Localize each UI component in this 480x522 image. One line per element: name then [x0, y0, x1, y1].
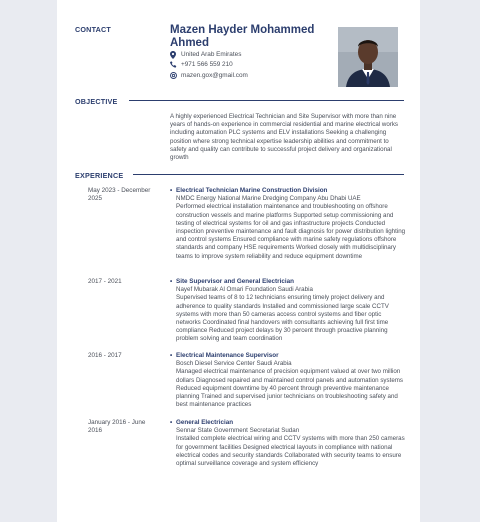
contact-phone	[170, 60, 233, 69]
job-entry: • General Electrician Sennar State Government Secretariat Sudan Installed complete electrical wiring and CCTV systems with more than 250 cameras for government facilities Designed electrical layouts in compliance with national electrical codes and security standards Collaborated with security teams to ensure optimal surveillance coverage and system efficiency	[170, 419, 405, 468]
job-entry: • Electrical Technician Marine Construction Division NMDC Energy National Marine Dredging Company Abu Dhabi UAE Performed electrical installation maintenance and troubleshooting on offshore construction vessels and marine platforms Supported setup commissioning and testing of electrical systems for oil and gas infrastructure projects Conducted inspection preventive maintenance and fault diagnosis for power distribution lighting and control systems Ensured compliance with marine safety regulations offshore standards and company HSE requirements Worked closely with multidisciplinary teams to improve system reliability and reduce equipment downtime	[170, 187, 406, 260]
contact-email	[170, 71, 248, 80]
job-title: General Electrician	[176, 419, 234, 426]
phone-text[interactable]: +971 566 559 210	[181, 61, 233, 68]
job-organization: Bosch Diesel Service Center Saudi Arabia	[176, 360, 292, 368]
profile-photo	[338, 27, 398, 87]
job-description: Supervised teams of 8 to 12 technicians ensuring timely project delivery and adherence to quality standards Installed and commissioned large scale CCTV systems with more than 50 cameras access control systems and fiber optic networks Coordinated final handovers with consultants achieving full first time compliance Reduced project delays by 30 percent through proactive planning problem solving and team coordination	[176, 294, 389, 343]
phone-icon	[170, 61, 179, 68]
objective-divider	[129, 100, 404, 101]
job-dates: 2017 - 2021	[88, 278, 122, 285]
job-organization: Sennar State Government Secretariat Sudan	[176, 427, 300, 435]
resume-page	[57, 0, 420, 522]
email-text[interactable]: mazen.gox@gmail.com	[181, 72, 248, 79]
job-organization: NMDC Energy National Marine Dredging Company Abu Dhabi UAE	[176, 195, 361, 203]
location-pin-icon	[170, 51, 179, 59]
contact-location	[170, 50, 241, 59]
job-entry: • Electrical Maintenance Supervisor Bosch Diesel Service Center Saudi Arabia Managed electrical maintenance of precision equipment valued at over two million dollars Diagnosed repaired and maintained control panels and automation systems Reduced equipment downtime by 40 percent through preventive maintenance planning Trained and supervised junior technicians on troubleshooting safety and best maintenance practices	[170, 352, 406, 409]
job-organization: Nayef Mubarak Al Omari Foundation Saudi Arabia	[176, 286, 313, 294]
contact-heading: CONTACT	[75, 25, 111, 34]
job-title: Site Supervisor and General Electrician	[176, 278, 294, 285]
job-dates: 2016 - 2017	[88, 352, 122, 359]
objective-heading: OBJECTIVE	[75, 97, 118, 106]
experience-divider	[133, 174, 404, 175]
objective-text: A highly experienced Electrical Technician and Site Supervisor with more than nine years of hands-on experience in commercial residential and marine electrical works including automation PLC systems and ELV installations Seeking a challenging position where strong technical expertise leadership abilities and commitment to safety and quality can contribute to successful project delivery and organizational growth	[170, 113, 399, 162]
job-title: Electrical Maintenance Supervisor	[176, 352, 279, 359]
job-description: Installed complete electrical wiring and CCTV systems with more than 250 cameras for government facilities Designed electrical layouts in compliance with national electrical codes and security standards Collaborated with security teams to ensure optimal surveillance coverage and system efficiency	[176, 435, 405, 468]
experience-heading: EXPERIENCE	[75, 171, 124, 180]
job-entry: • Site Supervisor and General Electrician Nayef Mubarak Al Omari Foundation Saudi Arabia Supervised teams of 8 to 12 technicians ensuring timely project delivery and adherence to quality standards Installed and commissioned large scale CCTV systems with more than 50 cameras access control systems and fiber optic networks Coordinated final handovers with consultants achieving full first time compliance Reduced project delays by 30 percent through proactive planning problem solving and team coordination	[170, 278, 406, 344]
job-title: Electrical Technician Marine Construction Division	[176, 187, 328, 194]
location-text: United Arab Emirates	[181, 51, 242, 58]
email-at-icon	[170, 72, 179, 79]
job-dates: January 2016 - June 2016	[88, 419, 146, 435]
candidate-name: Mazen Hayder Mohammed Ahmed	[170, 24, 315, 49]
job-description: Performed electrical installation maintenance and troubleshooting on offshore construction vessels and marine platforms Supported setup commissioning and testing of electrical systems for oil and gas infrastructure projects Conducted inspection preventive maintenance and fault diagnosis for power distribution lighting and control systems Ensured compliance with marine safety regulations offshore standards and company HSE requirements Worked closely with multidisciplinary teams to improve system reliability and reduce equipment downtime	[176, 203, 406, 260]
job-dates: May 2023 - December 2025	[88, 187, 151, 203]
job-description: Managed electrical maintenance of precision equipment valued at over two million dollars Diagnosed repaired and maintained control panels and automation systems Reduced equipment downtime by 40 percent through preventive maintenance planning Trained and supervised junior technicians on troubleshooting safety and best maintenance practices	[176, 368, 404, 409]
